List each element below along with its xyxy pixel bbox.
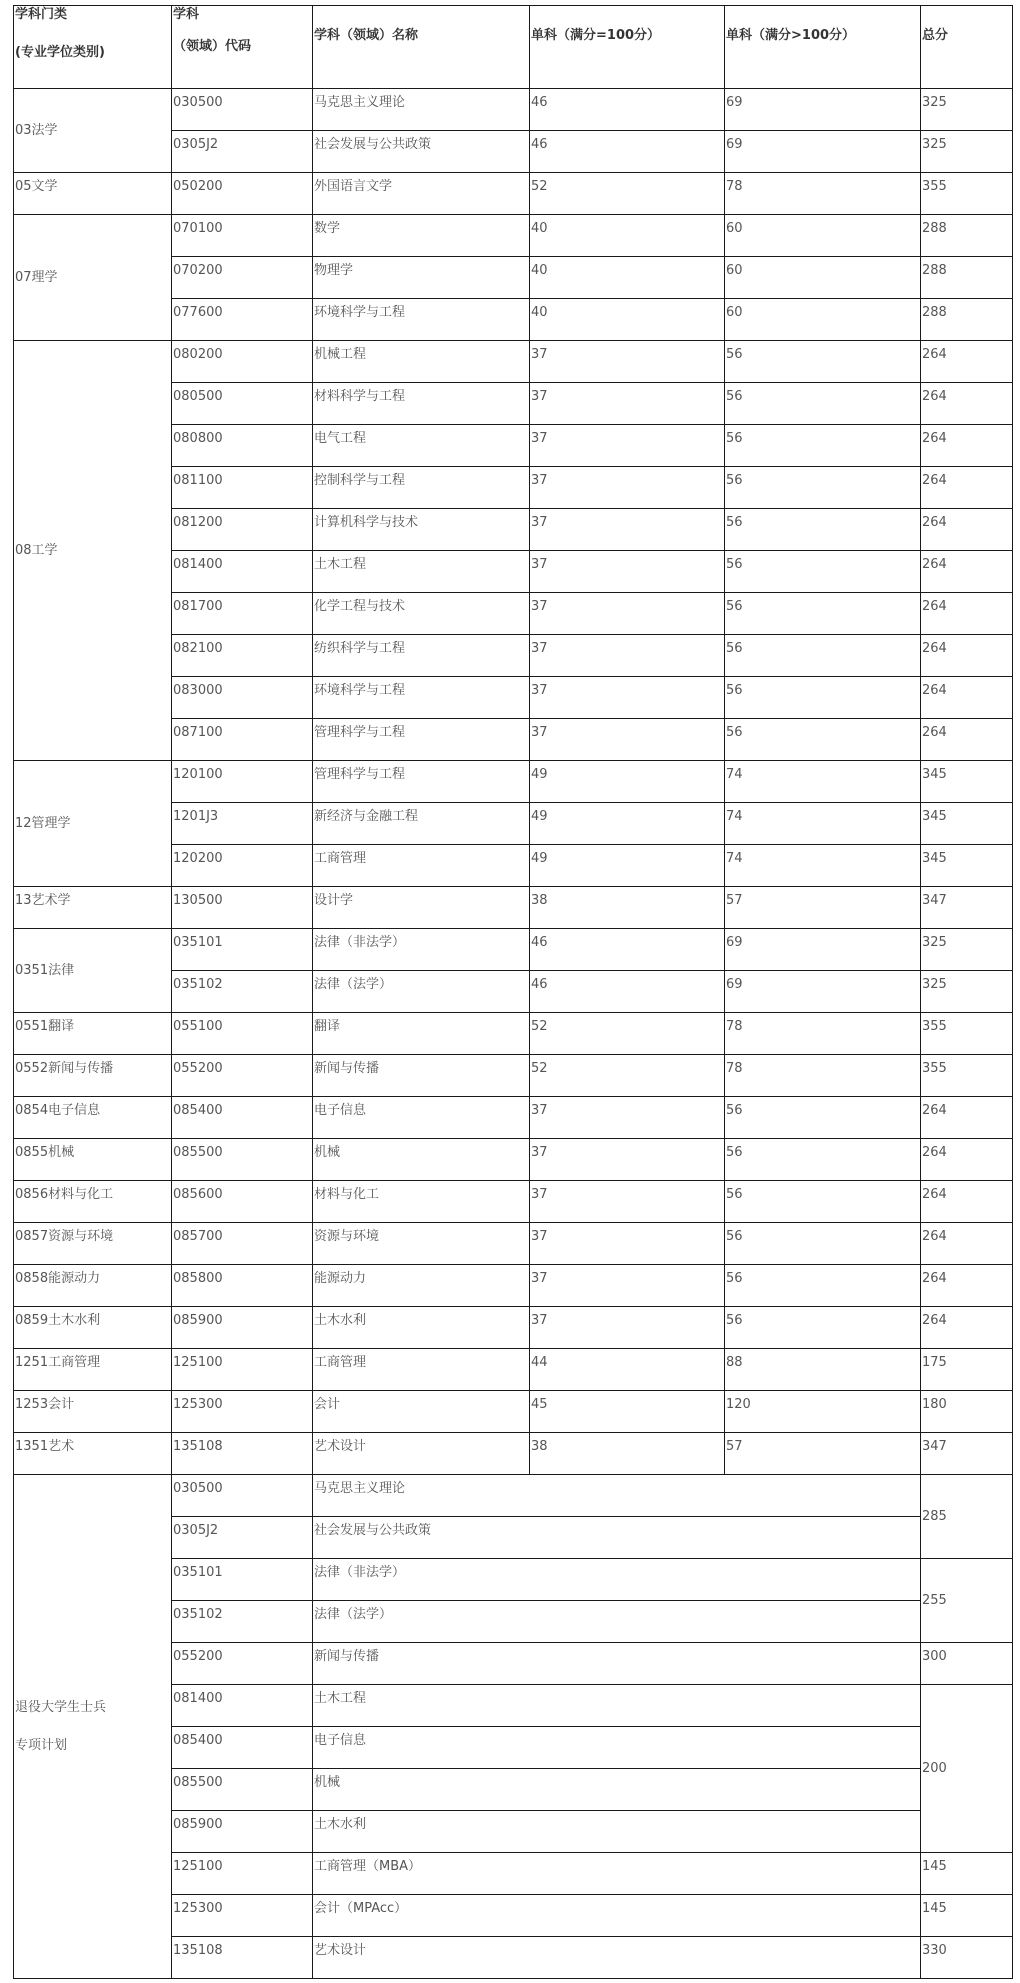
name-cell: 化学工程与技术 xyxy=(313,593,530,635)
total-cell: 330 xyxy=(921,1937,1013,1979)
single-over-100-cell: 56 xyxy=(725,1097,921,1139)
single-over-100-cell: 78 xyxy=(725,173,921,215)
table-row xyxy=(14,89,1013,131)
total-cell: 145 xyxy=(921,1853,1013,1895)
category-cell: 0854电子信息 xyxy=(14,1097,172,1139)
header-code-line2: （领域）代码 xyxy=(173,39,252,54)
code-cell: 125100 xyxy=(172,1349,313,1391)
code-cell: 050200 xyxy=(172,173,313,215)
single-over-100-cell: 56 xyxy=(725,593,921,635)
code-cell: 0305J2 xyxy=(172,131,313,173)
total-cell: 264 xyxy=(921,509,1013,551)
code-cell: 135108 xyxy=(172,1433,313,1475)
code-cell: 085400 xyxy=(172,1727,313,1769)
category-cell: 03法学 xyxy=(14,89,172,173)
name-cell: 材料与化工 xyxy=(313,1181,530,1223)
single-100-cell: 46 xyxy=(530,89,725,131)
category-cell: 0857资源与环境 xyxy=(14,1223,172,1265)
code-cell: 030500 xyxy=(172,1475,313,1517)
single-100-cell: 45 xyxy=(530,1391,725,1433)
table-row xyxy=(14,887,1013,929)
code-cell: 085400 xyxy=(172,1097,313,1139)
special-plan-title-line1: 退役大学生士兵 xyxy=(15,1699,107,1715)
name-cell: 马克思主义理论 xyxy=(313,1475,921,1517)
code-cell: 0305J2 xyxy=(172,1517,313,1559)
category-cell xyxy=(14,1475,172,1979)
single-over-100-cell: 56 xyxy=(725,1223,921,1265)
single-over-100-cell: 69 xyxy=(725,971,921,1013)
code-cell: 082100 xyxy=(172,635,313,677)
table-row xyxy=(14,761,1013,803)
total-cell: 325 xyxy=(921,89,1013,131)
code-cell: 085700 xyxy=(172,1223,313,1265)
name-cell: 计算机科学与技术 xyxy=(313,509,530,551)
single-over-100-cell: 74 xyxy=(725,803,921,845)
total-cell: 300 xyxy=(921,1643,1013,1685)
single-100-cell: 37 xyxy=(530,1181,725,1223)
single-100-cell: 37 xyxy=(530,593,725,635)
name-cell: 法律（非法学） xyxy=(313,929,530,971)
single-100-cell: 40 xyxy=(530,299,725,341)
header-total-label: 总分 xyxy=(922,28,949,43)
single-100-cell: 37 xyxy=(530,1097,725,1139)
name-cell: 能源动力 xyxy=(313,1265,530,1307)
total-cell: 264 xyxy=(921,383,1013,425)
name-cell: 环境科学与工程 xyxy=(313,677,530,719)
total-cell: 264 xyxy=(921,1265,1013,1307)
code-cell: 081100 xyxy=(172,467,313,509)
header-single-100-label: 单科（满分=100分） xyxy=(531,28,661,43)
category-cell: 07理学 xyxy=(14,215,172,341)
table-row xyxy=(14,1349,1013,1391)
code-cell: 055200 xyxy=(172,1055,313,1097)
table-row xyxy=(14,1139,1013,1181)
table-row xyxy=(14,1307,1013,1349)
category-cell: 05文学 xyxy=(14,173,172,215)
single-over-100-cell: 74 xyxy=(725,845,921,887)
total-cell: 285 xyxy=(921,1475,1013,1559)
category-cell: 1253会计 xyxy=(14,1391,172,1433)
single-100-cell: 37 xyxy=(530,635,725,677)
code-cell: 030500 xyxy=(172,89,313,131)
header-single-over-100-label: 单科（满分>100分） xyxy=(726,28,856,43)
single-over-100-cell: 56 xyxy=(725,341,921,383)
name-cell: 控制科学与工程 xyxy=(313,467,530,509)
code-cell: 080200 xyxy=(172,341,313,383)
total-cell: 288 xyxy=(921,299,1013,341)
single-over-100-cell: 56 xyxy=(725,383,921,425)
code-cell: 055100 xyxy=(172,1013,313,1055)
total-cell: 264 xyxy=(921,1307,1013,1349)
header-category-line1: 学科门类 xyxy=(15,7,68,22)
category-cell: 1351艺术 xyxy=(14,1433,172,1475)
single-100-cell: 37 xyxy=(530,341,725,383)
category-cell: 1251工商管理 xyxy=(14,1349,172,1391)
single-100-cell: 37 xyxy=(530,719,725,761)
name-cell: 工商管理（MBA） xyxy=(313,1853,921,1895)
name-cell: 电子信息 xyxy=(313,1727,921,1769)
category-cell: 0552新闻与传播 xyxy=(14,1055,172,1097)
category-cell: 0856材料与化工 xyxy=(14,1181,172,1223)
total-cell: 325 xyxy=(921,971,1013,1013)
table-row xyxy=(14,1097,1013,1139)
code-cell: 070200 xyxy=(172,257,313,299)
name-cell: 新闻与传播 xyxy=(313,1643,921,1685)
code-cell: 120100 xyxy=(172,761,313,803)
name-cell: 会计 xyxy=(313,1391,530,1433)
single-over-100-cell: 56 xyxy=(725,1139,921,1181)
code-cell: 035102 xyxy=(172,971,313,1013)
total-cell: 264 xyxy=(921,467,1013,509)
header-category-line2: (专业学位类别) xyxy=(15,45,105,60)
header-code-line1: 学科 xyxy=(173,7,200,22)
name-cell: 新闻与传播 xyxy=(313,1055,530,1097)
single-over-100-cell: 56 xyxy=(725,719,921,761)
name-cell: 土木水利 xyxy=(313,1811,921,1853)
code-cell: 135108 xyxy=(172,1937,313,1979)
total-cell: 264 xyxy=(921,677,1013,719)
category-cell: 12管理学 xyxy=(14,761,172,887)
total-cell: 264 xyxy=(921,635,1013,677)
total-cell: 255 xyxy=(921,1559,1013,1643)
total-cell: 264 xyxy=(921,551,1013,593)
single-100-cell: 37 xyxy=(530,1307,725,1349)
total-cell: 264 xyxy=(921,719,1013,761)
total-cell: 325 xyxy=(921,131,1013,173)
single-100-cell: 37 xyxy=(530,1223,725,1265)
total-cell: 345 xyxy=(921,803,1013,845)
table-row xyxy=(14,1223,1013,1265)
category-cell: 0551翻译 xyxy=(14,1013,172,1055)
name-cell: 法律（法学） xyxy=(313,971,530,1013)
special-plan-title-line2: 专项计划 xyxy=(15,1737,68,1753)
code-cell: 035101 xyxy=(172,929,313,971)
name-cell: 管理科学与工程 xyxy=(313,761,530,803)
category-cell: 08工学 xyxy=(14,341,172,761)
single-over-100-cell: 74 xyxy=(725,761,921,803)
table-row xyxy=(14,1475,1013,1517)
total-cell: 180 xyxy=(921,1391,1013,1433)
code-cell: 083000 xyxy=(172,677,313,719)
single-100-cell: 37 xyxy=(530,509,725,551)
name-cell: 工商管理 xyxy=(313,845,530,887)
code-cell: 085900 xyxy=(172,1307,313,1349)
code-cell: 085600 xyxy=(172,1181,313,1223)
name-cell: 材料科学与工程 xyxy=(313,383,530,425)
single-100-cell: 37 xyxy=(530,677,725,719)
header-row xyxy=(14,6,1013,89)
single-100-cell: 38 xyxy=(530,1433,725,1475)
code-cell: 085500 xyxy=(172,1139,313,1181)
code-cell: 130500 xyxy=(172,887,313,929)
single-over-100-cell: 69 xyxy=(725,89,921,131)
table-row xyxy=(14,1265,1013,1307)
single-over-100-cell: 60 xyxy=(725,215,921,257)
total-cell: 345 xyxy=(921,845,1013,887)
total-cell: 355 xyxy=(921,1013,1013,1055)
single-over-100-cell: 78 xyxy=(725,1055,921,1097)
name-cell: 法律（非法学） xyxy=(313,1559,921,1601)
table-row xyxy=(14,173,1013,215)
name-cell: 法律（法学） xyxy=(313,1601,921,1643)
single-100-cell: 37 xyxy=(530,1265,725,1307)
single-over-100-cell: 88 xyxy=(725,1349,921,1391)
single-100-cell: 52 xyxy=(530,1055,725,1097)
table-body xyxy=(14,6,1013,1979)
code-cell: 077600 xyxy=(172,299,313,341)
total-cell: 264 xyxy=(921,1181,1013,1223)
code-cell: 081200 xyxy=(172,509,313,551)
code-cell: 125100 xyxy=(172,1853,313,1895)
single-over-100-cell: 56 xyxy=(725,1265,921,1307)
single-over-100-cell: 69 xyxy=(725,131,921,173)
code-cell: 081400 xyxy=(172,1685,313,1727)
name-cell: 艺术设计 xyxy=(313,1433,530,1475)
single-over-100-cell: 57 xyxy=(725,1433,921,1475)
single-over-100-cell: 69 xyxy=(725,929,921,971)
name-cell: 管理科学与工程 xyxy=(313,719,530,761)
single-100-cell: 37 xyxy=(530,551,725,593)
single-over-100-cell: 60 xyxy=(725,257,921,299)
code-cell: 087100 xyxy=(172,719,313,761)
single-100-cell: 37 xyxy=(530,425,725,467)
code-cell: 035101 xyxy=(172,1559,313,1601)
total-cell: 200 xyxy=(921,1685,1013,1853)
header-name-label: 学科（领域）名称 xyxy=(314,28,419,43)
code-cell: 070100 xyxy=(172,215,313,257)
single-over-100-cell: 56 xyxy=(725,1181,921,1223)
code-cell: 1201J3 xyxy=(172,803,313,845)
single-over-100-cell: 56 xyxy=(725,635,921,677)
total-cell: 264 xyxy=(921,593,1013,635)
code-cell: 085500 xyxy=(172,1769,313,1811)
single-100-cell: 44 xyxy=(530,1349,725,1391)
single-100-cell: 46 xyxy=(530,971,725,1013)
single-100-cell: 49 xyxy=(530,761,725,803)
name-cell: 机械工程 xyxy=(313,341,530,383)
single-100-cell: 46 xyxy=(530,929,725,971)
single-100-cell: 49 xyxy=(530,845,725,887)
single-100-cell: 49 xyxy=(530,803,725,845)
name-cell: 外国语言文学 xyxy=(313,173,530,215)
header-single-over-100 xyxy=(725,6,921,89)
name-cell: 设计学 xyxy=(313,887,530,929)
name-cell: 土木水利 xyxy=(313,1307,530,1349)
code-cell: 080500 xyxy=(172,383,313,425)
code-cell: 080800 xyxy=(172,425,313,467)
table-row xyxy=(14,929,1013,971)
name-cell: 翻译 xyxy=(313,1013,530,1055)
table-row xyxy=(14,215,1013,257)
total-cell: 264 xyxy=(921,1139,1013,1181)
header-total xyxy=(921,6,1013,89)
header-category xyxy=(14,6,172,89)
category-cell: 0351法律 xyxy=(14,929,172,1013)
total-cell: 145 xyxy=(921,1895,1013,1937)
name-cell: 马克思主义理论 xyxy=(313,89,530,131)
table-row xyxy=(14,1181,1013,1223)
single-100-cell: 37 xyxy=(530,383,725,425)
category-cell: 13艺术学 xyxy=(14,887,172,929)
single-100-cell: 46 xyxy=(530,131,725,173)
table-row xyxy=(14,1433,1013,1475)
score-table xyxy=(13,5,1013,1979)
table-row xyxy=(14,341,1013,383)
name-cell: 电气工程 xyxy=(313,425,530,467)
single-over-100-cell: 56 xyxy=(725,551,921,593)
name-cell: 电子信息 xyxy=(313,1097,530,1139)
single-100-cell: 40 xyxy=(530,257,725,299)
total-cell: 345 xyxy=(921,761,1013,803)
code-cell: 120200 xyxy=(172,845,313,887)
name-cell: 物理学 xyxy=(313,257,530,299)
name-cell: 机械 xyxy=(313,1769,921,1811)
total-cell: 175 xyxy=(921,1349,1013,1391)
category-cell: 0859土木水利 xyxy=(14,1307,172,1349)
name-cell: 新经济与金融工程 xyxy=(313,803,530,845)
total-cell: 325 xyxy=(921,929,1013,971)
name-cell: 资源与环境 xyxy=(313,1223,530,1265)
single-over-100-cell: 56 xyxy=(725,467,921,509)
single-100-cell: 38 xyxy=(530,887,725,929)
name-cell: 机械 xyxy=(313,1139,530,1181)
code-cell: 035102 xyxy=(172,1601,313,1643)
category-cell: 0855机械 xyxy=(14,1139,172,1181)
name-cell: 土木工程 xyxy=(313,551,530,593)
code-cell: 125300 xyxy=(172,1391,313,1433)
code-cell: 081400 xyxy=(172,551,313,593)
code-cell: 125300 xyxy=(172,1895,313,1937)
total-cell: 264 xyxy=(921,1097,1013,1139)
total-cell: 264 xyxy=(921,1223,1013,1265)
code-cell: 085900 xyxy=(172,1811,313,1853)
total-cell: 347 xyxy=(921,1433,1013,1475)
total-cell: 288 xyxy=(921,257,1013,299)
name-cell: 土木工程 xyxy=(313,1685,921,1727)
single-100-cell: 37 xyxy=(530,1139,725,1181)
name-cell: 工商管理 xyxy=(313,1349,530,1391)
single-over-100-cell: 56 xyxy=(725,425,921,467)
table-row xyxy=(14,1013,1013,1055)
code-cell: 081700 xyxy=(172,593,313,635)
single-over-100-cell: 120 xyxy=(725,1391,921,1433)
code-cell: 085800 xyxy=(172,1265,313,1307)
total-cell: 288 xyxy=(921,215,1013,257)
total-cell: 355 xyxy=(921,1055,1013,1097)
single-over-100-cell: 60 xyxy=(725,299,921,341)
name-cell: 社会发展与公共政策 xyxy=(313,131,530,173)
header-name xyxy=(313,6,530,89)
single-over-100-cell: 56 xyxy=(725,677,921,719)
total-cell: 264 xyxy=(921,425,1013,467)
single-100-cell: 52 xyxy=(530,1013,725,1055)
category-cell: 0858能源动力 xyxy=(14,1265,172,1307)
name-cell: 环境科学与工程 xyxy=(313,299,530,341)
single-over-100-cell: 56 xyxy=(725,509,921,551)
name-cell: 数学 xyxy=(313,215,530,257)
name-cell: 艺术设计 xyxy=(313,1937,921,1979)
total-cell: 355 xyxy=(921,173,1013,215)
total-cell: 347 xyxy=(921,887,1013,929)
single-100-cell: 37 xyxy=(530,467,725,509)
total-cell: 264 xyxy=(921,341,1013,383)
name-cell: 社会发展与公共政策 xyxy=(313,1517,921,1559)
single-over-100-cell: 78 xyxy=(725,1013,921,1055)
single-over-100-cell: 56 xyxy=(725,1307,921,1349)
score-table-container xyxy=(13,5,1013,1979)
code-cell: 055200 xyxy=(172,1643,313,1685)
single-100-cell: 40 xyxy=(530,215,725,257)
name-cell: 纺织科学与工程 xyxy=(313,635,530,677)
single-100-cell: 52 xyxy=(530,173,725,215)
name-cell: 会计（MPAcc） xyxy=(313,1895,921,1937)
header-single-100 xyxy=(530,6,725,89)
single-over-100-cell: 57 xyxy=(725,887,921,929)
table-row xyxy=(14,1391,1013,1433)
header-code xyxy=(172,6,313,89)
table-row xyxy=(14,1055,1013,1097)
